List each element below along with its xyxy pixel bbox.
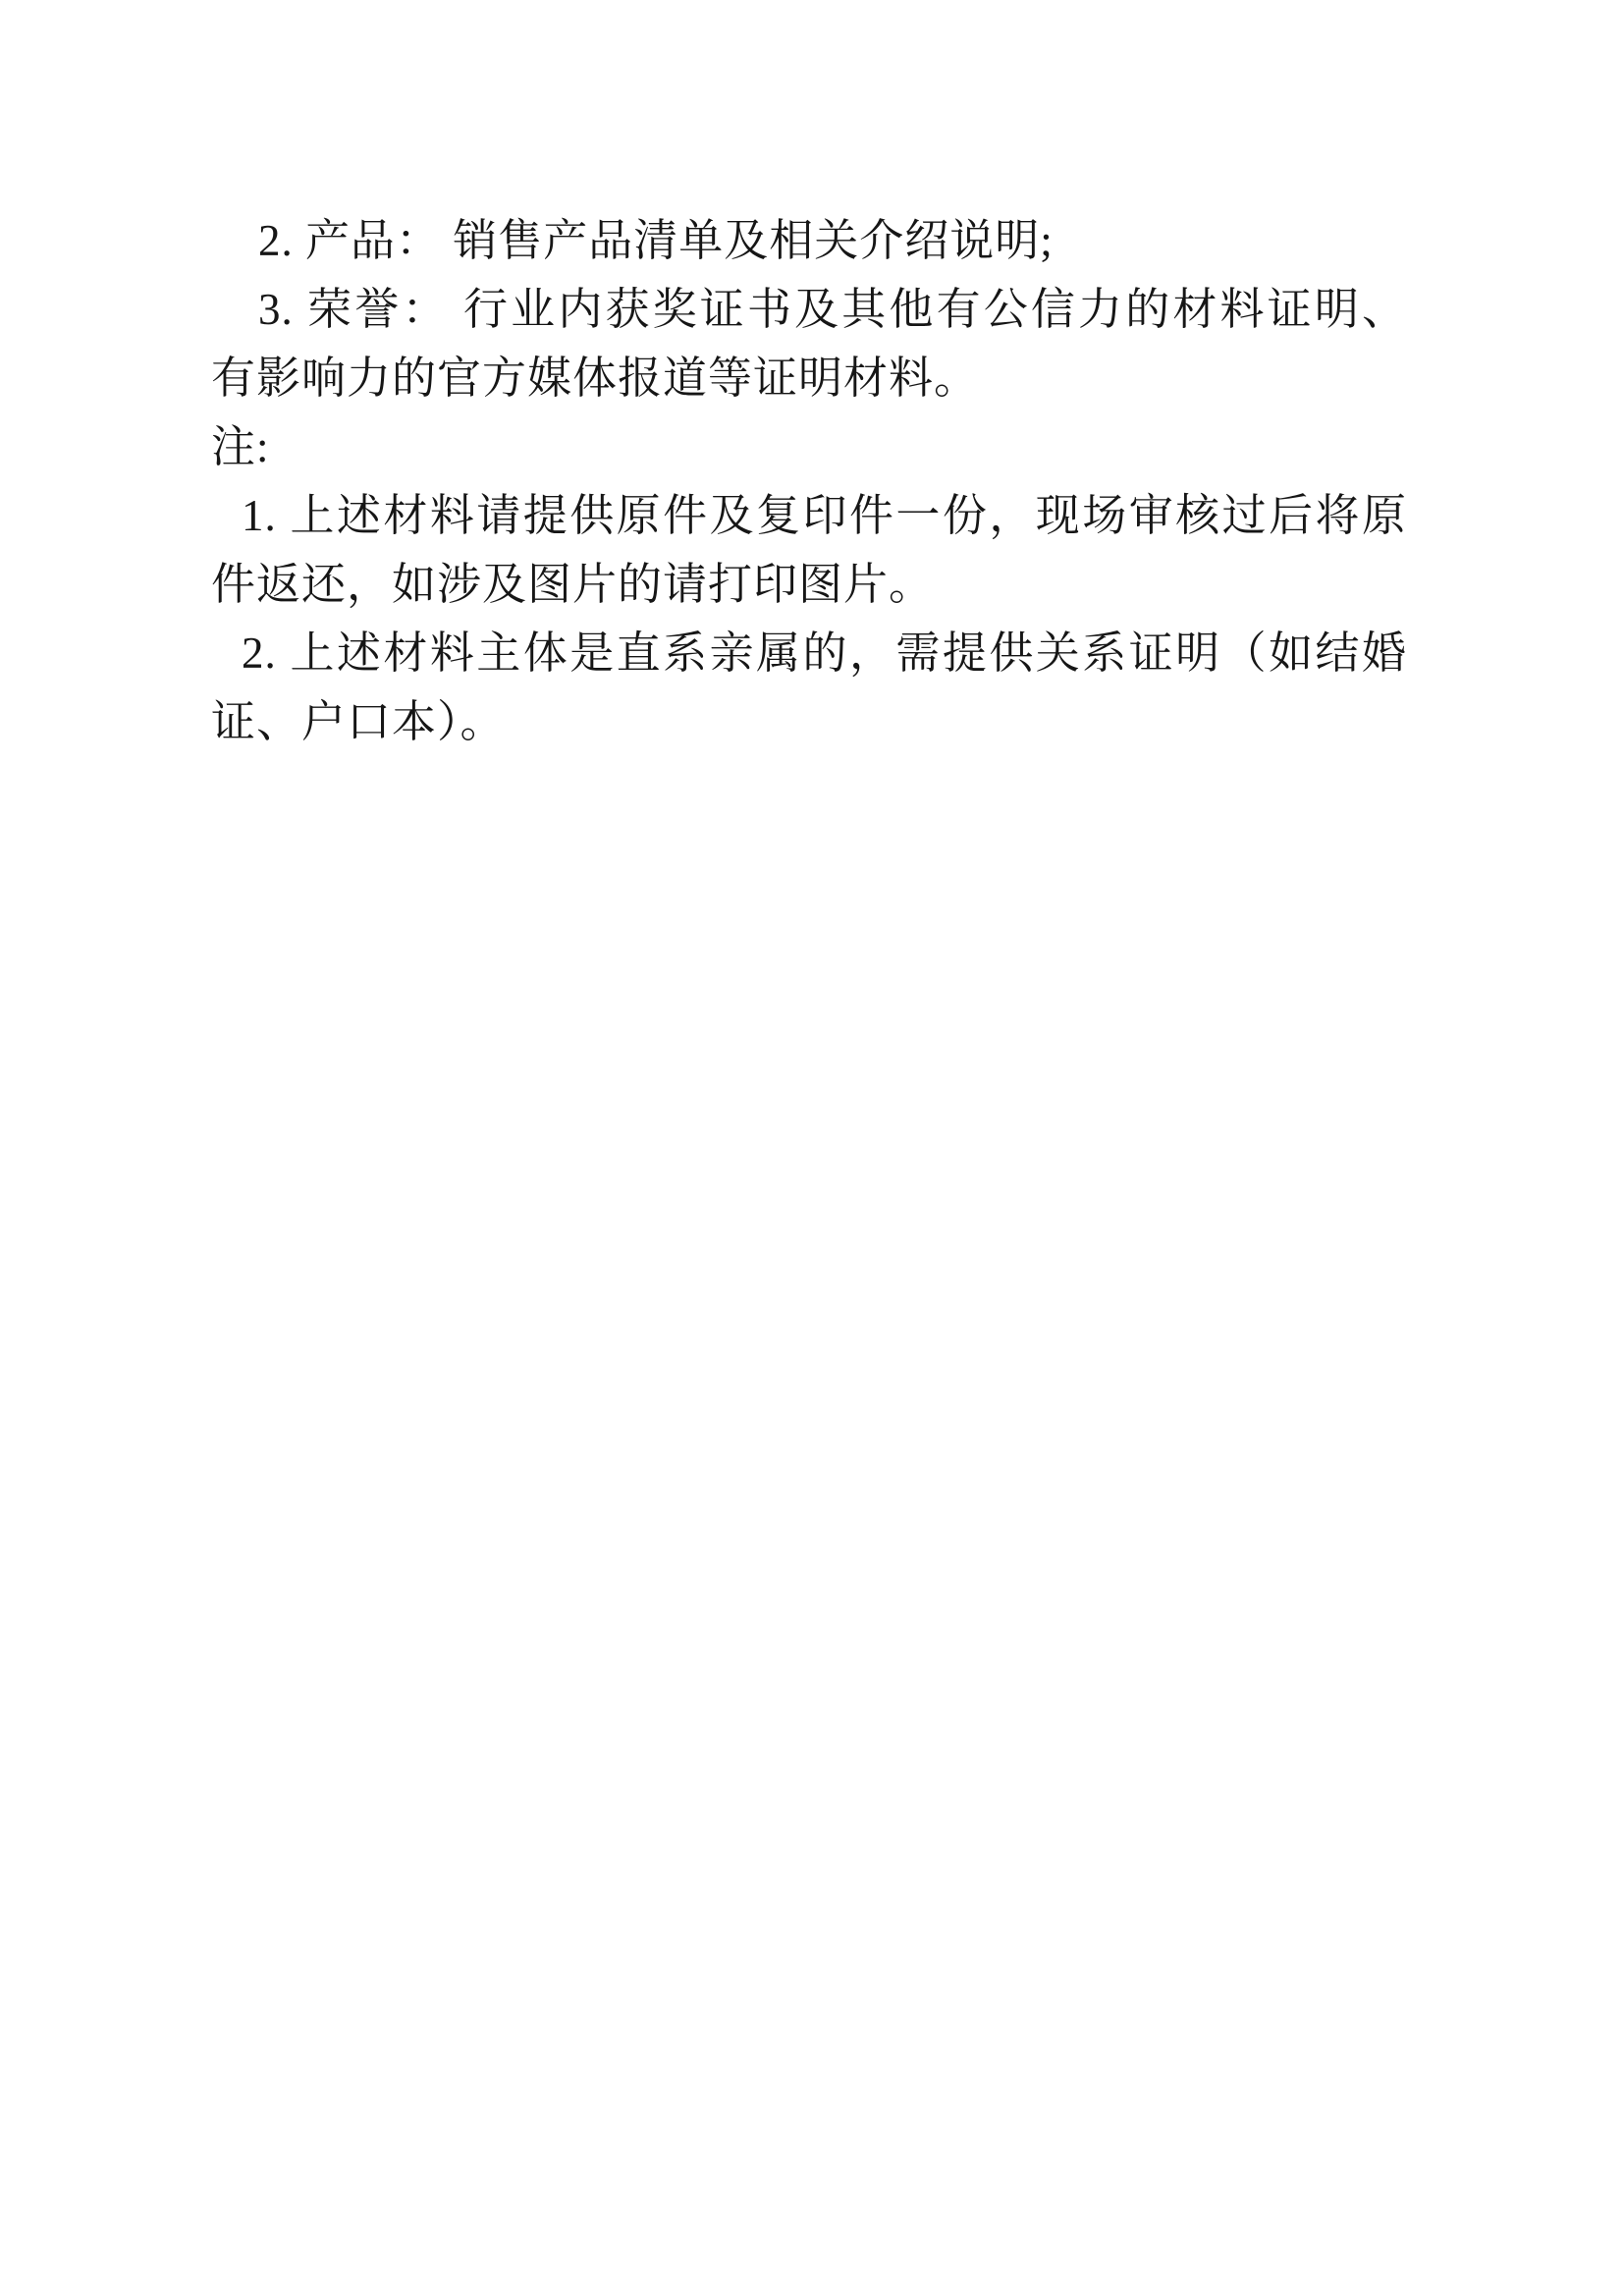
- line-honor-item: 3. 荣誉： 行业内获奖证书及其他有公信力的材料证明、: [258, 285, 1407, 334]
- line-honor-continuation: 有影响力的官方媒体报道等证明材料。: [211, 354, 980, 403]
- line-note-label: 注:: [211, 422, 270, 471]
- line-note2-continuation: 证、户口本）。: [211, 697, 506, 746]
- line-product-item: 2. 产品： 销售产品清单及相关介绍说明;: [258, 216, 1054, 265]
- line-note1: 1. 上述材料请提供原件及复印件一份，现场审核过后将原: [242, 491, 1407, 540]
- document-text-block: [211, 206, 1407, 756]
- line-note1-continuation: 件返还，如涉及图片的请打印图片。: [211, 560, 935, 609]
- line-note2: 2. 上述材料主体是直系亲属的，需提供关系证明（如结婚: [242, 629, 1407, 678]
